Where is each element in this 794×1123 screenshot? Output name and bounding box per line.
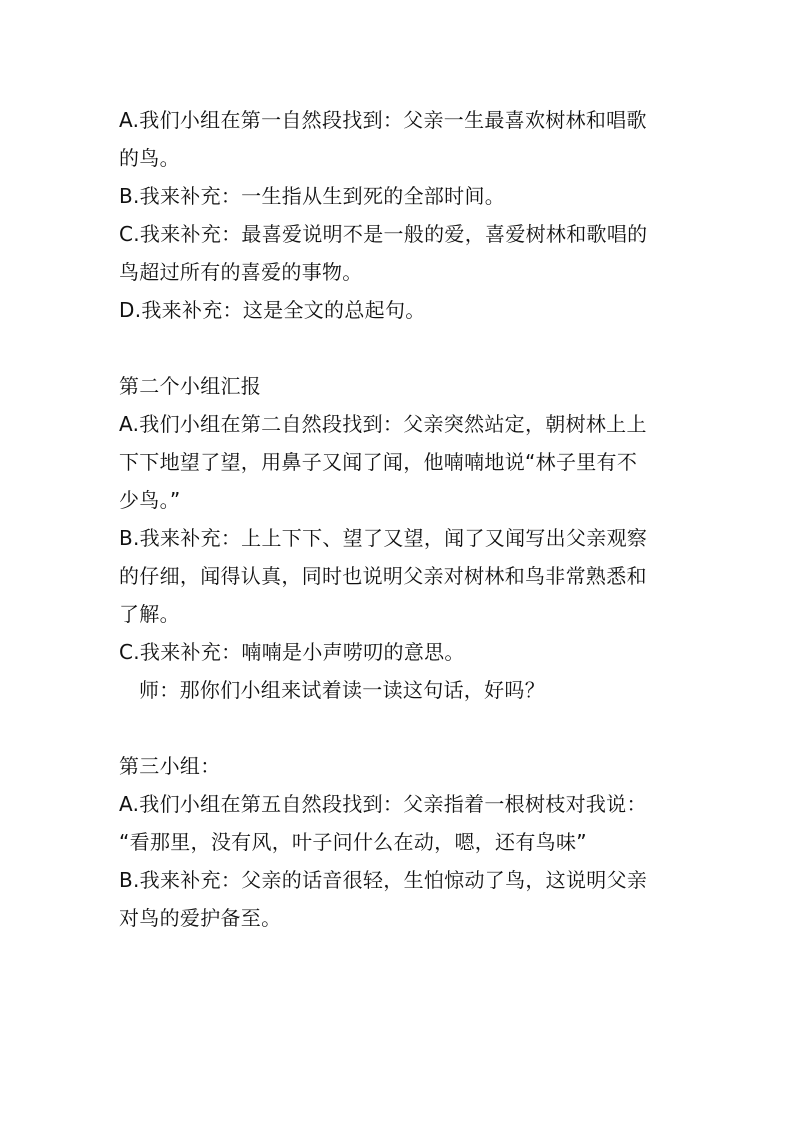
- text-line: 了解。: [119, 602, 180, 626]
- text-line: B.我来补充：父亲的话音很轻，生怕惊动了鸟，这说明父亲: [119, 868, 648, 892]
- section-heading: 第三小组：: [119, 754, 221, 778]
- text-line: A.我们小组在第二自然段找到：父亲突然站定，朝树林上上: [119, 412, 647, 436]
- section-heading: 第二个小组汇报: [119, 374, 262, 398]
- text-line: 的鸟。: [119, 146, 180, 170]
- text-line: B.我来补充：一生指从生到死的全部时间。: [119, 184, 506, 208]
- text-line: A.我们小组在第一自然段找到：父亲一生最喜欢树林和唱歌: [119, 108, 647, 132]
- document-body: [119, 101, 679, 937]
- text-line: 下下地望了望，用鼻子又闻了闻，他喃喃地说“林子里有不: [119, 450, 638, 474]
- text-line: “看那里，没有风，叶子问什么在动，嗯，还有鸟味”: [119, 830, 587, 854]
- text-line: A.我们小组在第五自然段找到：父亲指着一根树枝对我说：: [119, 792, 647, 816]
- blank-line: [119, 329, 679, 367]
- text-line: 的仔细，闻得认真，同时也说明父亲对树林和鸟非常熟悉和: [119, 564, 647, 588]
- text-line: D.我来补充：这是全文的总起句。: [119, 298, 426, 322]
- teacher-line: 师：那你们小组来试着读一读这句话，好吗？: [139, 678, 545, 702]
- text-line: 鸟超过所有的喜爱的事物。: [119, 260, 363, 284]
- text-line: C.我来补充：最喜爱说明不是一般的爱，喜爱树林和歌唱的: [119, 222, 648, 246]
- text-line: 对鸟的爱护备至。: [119, 906, 282, 930]
- text-line: B.我来补充：上上下下、望了又望，闻了又闻写出父亲观察: [119, 526, 648, 550]
- text-line: C.我来补充：喃喃是小声唠叨的意思。: [119, 640, 465, 664]
- blank-line: [119, 709, 679, 747]
- text-line: 少鸟。”: [119, 488, 181, 512]
